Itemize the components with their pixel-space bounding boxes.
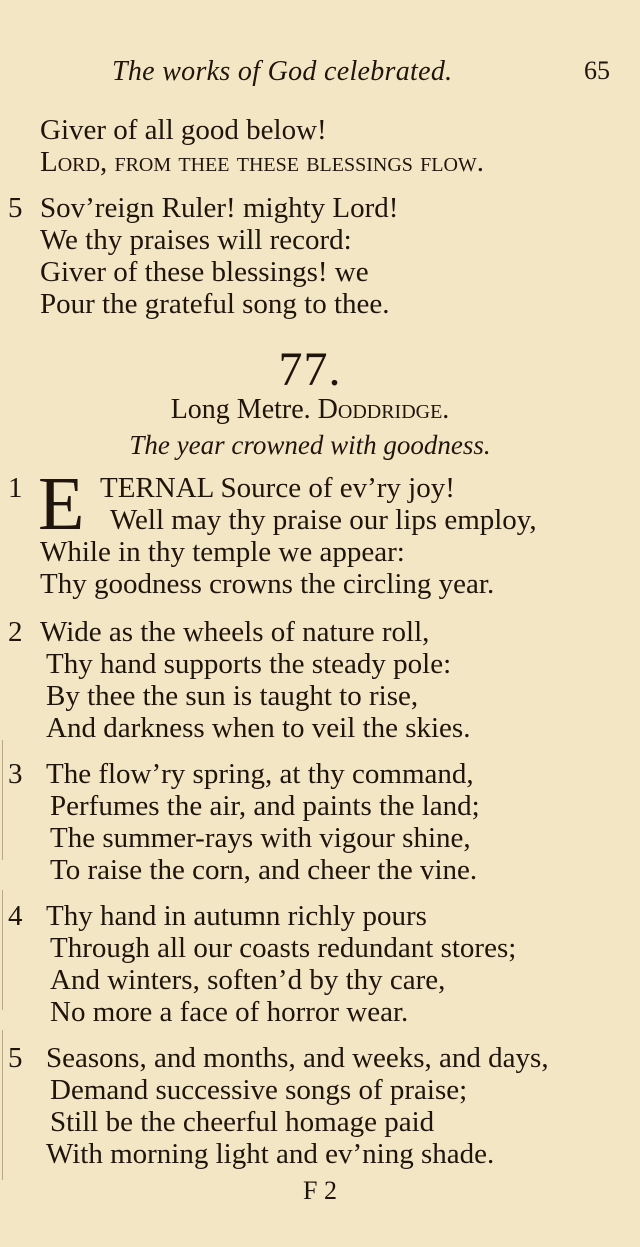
verse-line: Still be the cheerful homage paid xyxy=(50,1106,435,1138)
verse-line: TERNAL Source of ev’ry joy! xyxy=(100,472,455,504)
stanza-number: 4 xyxy=(8,900,23,932)
page-header xyxy=(0,56,640,92)
hymn-number: 77. xyxy=(278,343,342,396)
verse-line: To raise the corn, and cheer the vine. xyxy=(50,854,478,886)
margin-rule xyxy=(2,890,3,1010)
verse-line: Wide as the wheels of nature roll, xyxy=(40,616,430,648)
verse-line: Giver of these blessings! we xyxy=(40,256,369,288)
stanza-number: 3 xyxy=(8,758,23,790)
verse-line: Thy hand supports the steady pole: xyxy=(46,648,452,680)
verse-line: Demand successive songs of praise; xyxy=(50,1074,468,1106)
hymn-author: Doddridge. xyxy=(317,394,450,425)
verse-line: With morning light and ev’ning shade. xyxy=(46,1138,495,1170)
stanza-number: 1 xyxy=(8,472,23,504)
verse-line: Through all our coasts redundant stores; xyxy=(50,932,517,964)
verse-line: The summer-rays with vigour shine, xyxy=(50,822,471,854)
verse-line: Thy goodness crowns the circling year. xyxy=(40,568,495,600)
verse-line: No more a face of horror wear. xyxy=(50,996,409,1028)
margin-rule xyxy=(2,1030,3,1180)
verse-line: Lord, from thee these blessings flow. xyxy=(40,146,485,178)
verse-line: We thy praises will record: xyxy=(40,224,352,256)
verse-line: Perfumes the air, and paints the land; xyxy=(50,790,480,822)
verse-line: By thee the sun is taught to rise, xyxy=(46,680,419,712)
stanza-number: 5 xyxy=(8,192,23,224)
verse-line: Thy hand in autumn richly pours xyxy=(46,900,427,932)
verse-line: And darkness when to veil the skies. xyxy=(46,712,471,744)
margin-rule xyxy=(2,740,3,860)
verse-line: Sov’reign Ruler! mighty Lord! xyxy=(40,192,399,224)
signature-mark: F 2 xyxy=(303,1176,337,1205)
drop-cap: E xyxy=(38,462,85,546)
stanza-number: 2 xyxy=(8,616,23,648)
stanza-number: 5 xyxy=(8,1042,23,1074)
verse-line: Seasons, and months, and weeks, and days, xyxy=(46,1042,549,1074)
verse-line: While in thy temple we appear: xyxy=(40,536,405,568)
verse-line: And winters, soften’d by thy care, xyxy=(50,964,446,996)
verse-line: Giver of all good below! xyxy=(40,114,327,146)
hymn-subtitle: The year crowned with goodness. xyxy=(129,430,491,460)
verse-line: Well may thy praise our lips employ, xyxy=(110,504,537,536)
page-number: 65 xyxy=(584,56,610,85)
hymn-meter: Long Metre. xyxy=(170,394,311,425)
running-title: The works of God celebrated. xyxy=(112,56,453,87)
verse-line: The flow’ry spring, at thy command, xyxy=(46,758,474,790)
verse-line: Pour the grateful song to thee. xyxy=(40,288,390,320)
hymn-meter-line xyxy=(0,394,620,426)
